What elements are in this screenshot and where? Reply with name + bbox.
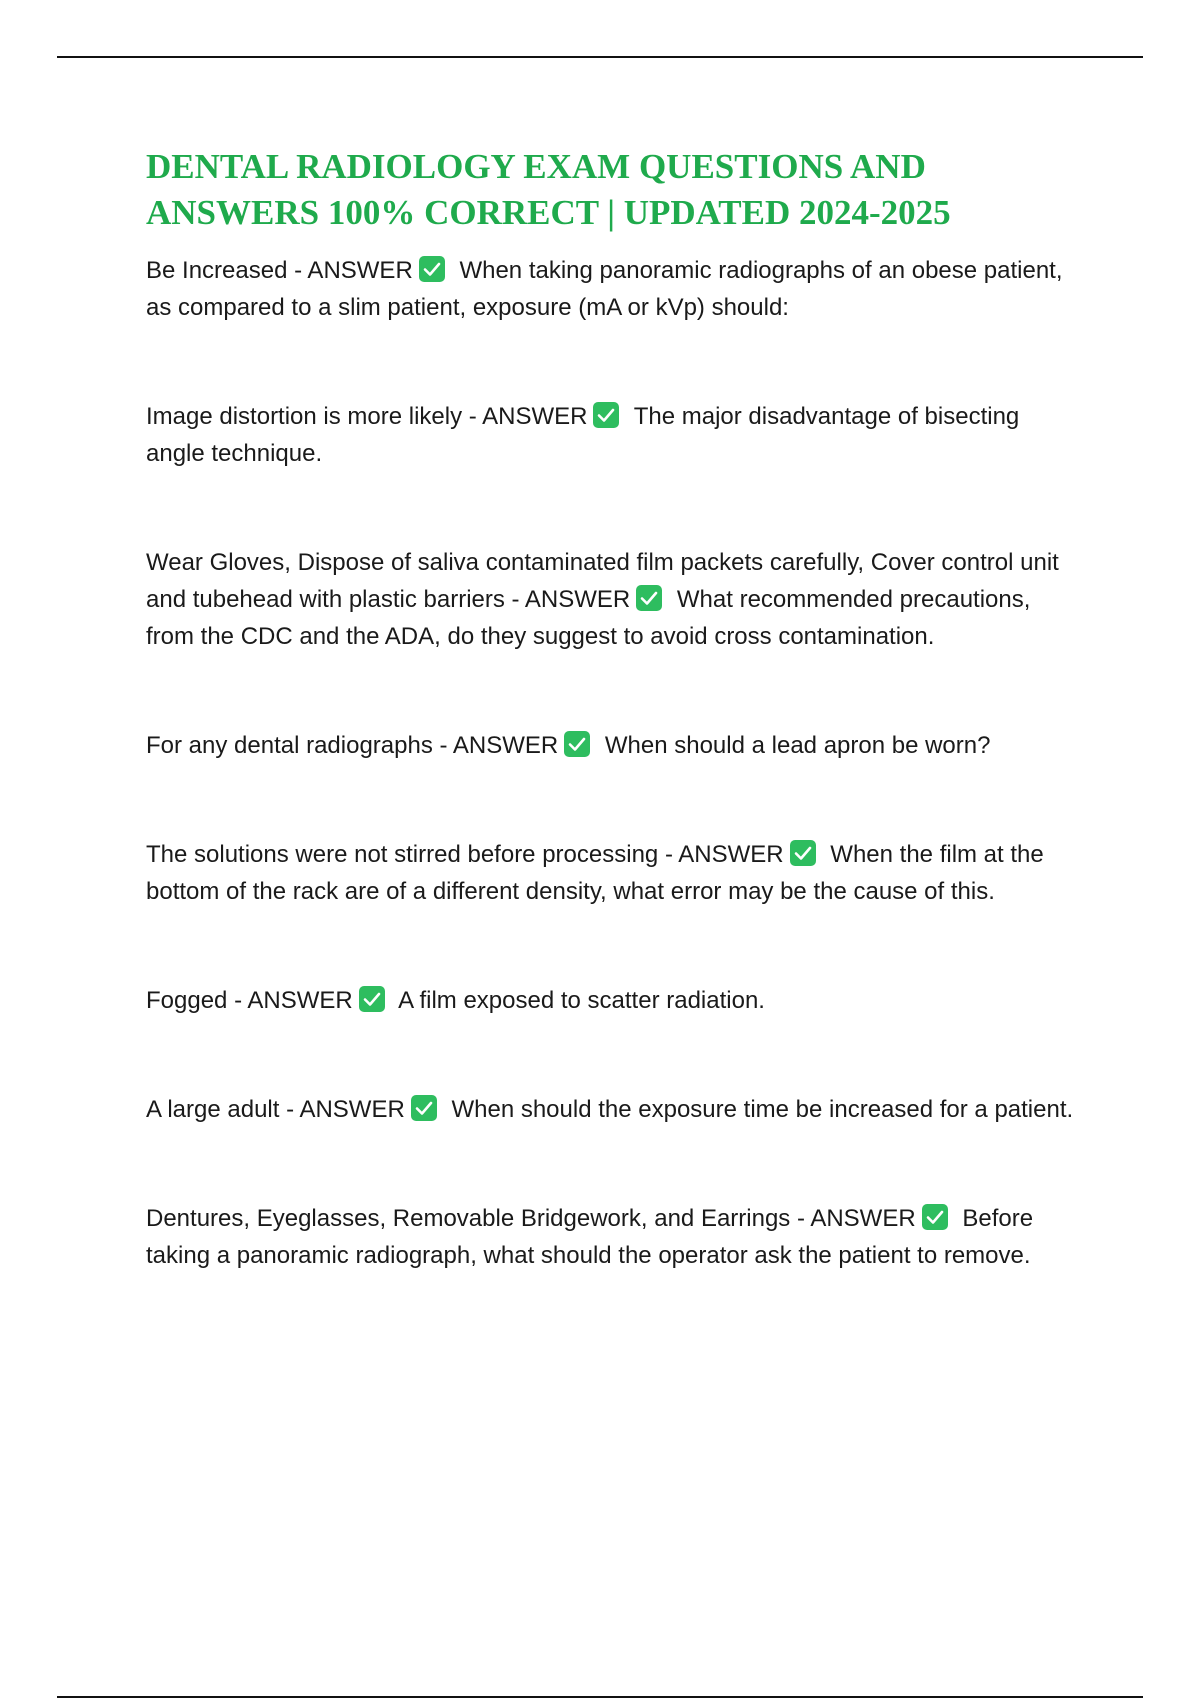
qa-item [146,252,1076,326]
document-title: DENTAL RADIOLOGY EXAM QUESTIONS AND ANSWERS 100% CORRECT | UPDATED 2024-2025 [146,147,951,232]
answer-text: Wear Gloves, Dispose of saliva contaminated film packets carefully, Cover control unit and tubehead with plastic barriers [146,549,1059,613]
answer-text: For any dental radiographs [146,732,433,759]
question-text: When the film at the bottom of the rack are of a different density, what error may be the cause of this. [146,841,1044,905]
check-mark-button-icon [593,402,619,428]
answer-text: A large adult [146,1096,280,1123]
document-body [146,144,1076,1274]
answer-text: The solutions were not stirred before processing [146,841,659,868]
question-text: When taking panoramic radiographs of an obese patient, as compared to a slim patient, exposure (mA or kVp) should: [146,257,1063,321]
top-divider [57,56,1143,58]
answer-separator: - ANSWER [511,586,631,613]
question-text: Before taking a panoramic radiograph, what should the operator ask the patient to remove. [146,1205,1034,1269]
qa-list [146,252,1076,1274]
qa-item [146,982,1076,1019]
check-mark-button-icon [411,1095,437,1121]
answer-separator: - ANSWER [439,732,559,759]
check-mark-button-icon [359,986,385,1012]
qa-item [146,1091,1076,1128]
answer-separator: - ANSWER [294,257,413,284]
check-mark-button-icon [922,1204,948,1230]
check-mark-button-icon [564,731,590,757]
qa-item [146,727,1076,764]
answer-text: Dentures, Eyeglasses, Removable Bridgework, and Earrings [146,1205,791,1232]
answer-separator: - ANSWER [286,1096,405,1123]
qa-item [146,398,1076,472]
answer-separator: - ANSWER [234,987,353,1014]
qa-item [146,544,1076,655]
bottom-divider [57,1696,1143,1698]
answer-separator: - ANSWER [468,403,588,430]
check-mark-button-icon [790,840,816,866]
qa-item [146,836,1076,910]
question-text: When should a lead apron be worn? [604,732,991,759]
qa-item [146,1200,1076,1274]
answer-text: Image distortion is more likely [146,403,463,430]
question-text: The major disadvantage of bisecting angle technique. [146,403,1020,467]
answer-separator: - ANSWER [664,841,784,868]
answer-text: Be Increased [146,257,288,284]
question-text: A film exposed to scatter radiation. [398,987,765,1014]
question-text: What recommended precautions, from the CDC and the ADA, do they suggest to avoid cross contamination. [146,586,1031,650]
check-mark-button-icon [636,585,662,611]
answer-separator: - ANSWER [796,1205,916,1232]
check-mark-button-icon [419,256,445,282]
question-text: When should the exposure time be increased for a patient. [451,1096,1074,1123]
answer-text: Fogged [146,987,228,1014]
